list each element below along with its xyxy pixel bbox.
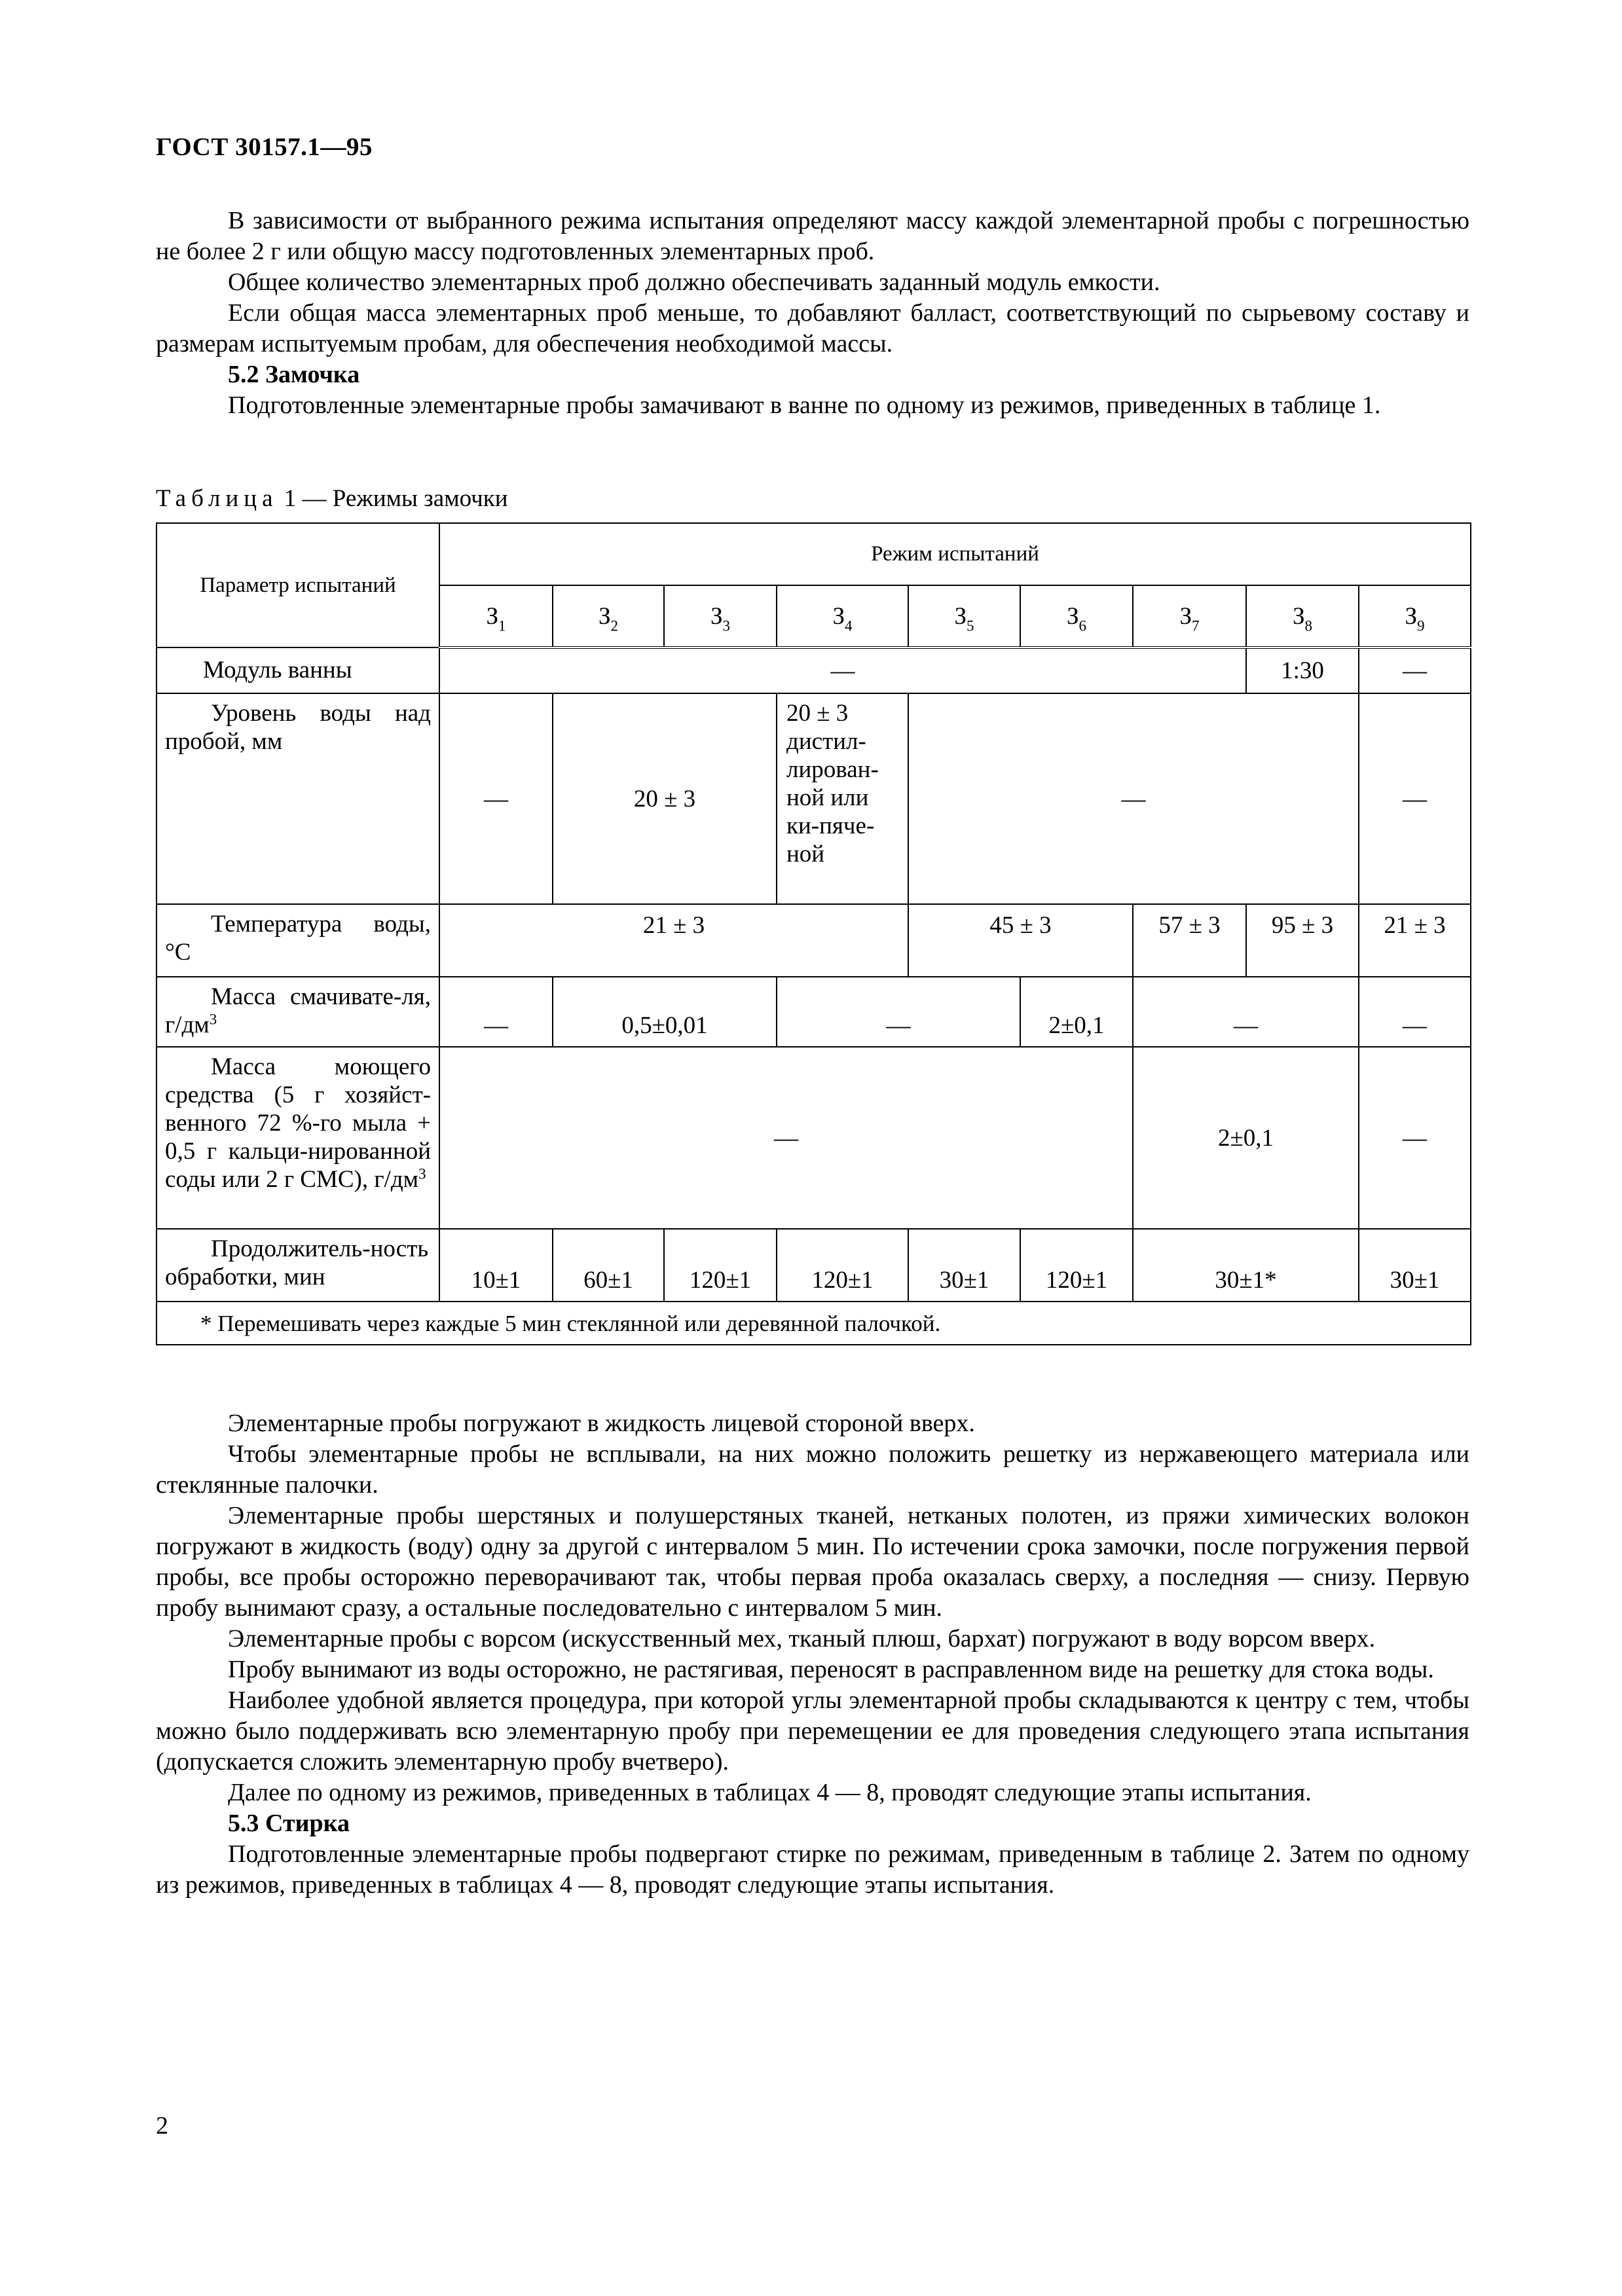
row-label: Масса смачивате-ля, $г/дм^3$ <box>157 977 439 1047</box>
standard-header: ГОСТ 30157.1—95 <box>156 133 373 161</box>
table-row-water-level <box>157 693 1471 904</box>
row-label: Уровень воды над пробой, мм <box>157 693 439 904</box>
table-cell: — <box>439 977 553 1047</box>
table-cell: 20 ± 3 <box>553 693 777 904</box>
table-cell: 120±1 <box>777 1229 908 1302</box>
table-cell: 2±0,1 <box>1020 977 1133 1047</box>
table-cell: 21 ± 3 <box>439 904 908 977</box>
table-cell: 60±1 <box>553 1229 664 1302</box>
mode-header-cell: $З_2$ <box>553 585 664 647</box>
row-label: Температура воды, °С <box>157 904 439 977</box>
mode-header-cell: $З_6$ <box>1020 585 1133 647</box>
paragraph: Чтобы элементарные пробы не всплывали, на них можно положить решетку из нержавеющего материала или стеклянные палочки. <box>156 1440 1469 1499</box>
table-cell: 10±1 <box>439 1229 553 1302</box>
mode-header-cell: $З_7$ <box>1133 585 1246 647</box>
paragraph: Наиболее удобной является процедура, при которой углы элементарной пробы складываются к центру с тем, чтобы можно было поддерживать всю элементарную пробу при перемещении ее для проведения следующего этапа испытания (допускается сложить элементарную пробу вчетверо). <box>156 1686 1469 1776</box>
soaking-modes-table <box>156 522 1471 1345</box>
table-row-duration <box>157 1229 1471 1302</box>
paragraph: Элементарные пробы погружают в жидкость лицевой стороной вверх. <box>228 1410 975 1437</box>
page-number: 2 <box>156 2112 168 2140</box>
table-footnote-row <box>157 1302 1471 1345</box>
table-header-row <box>157 523 1471 585</box>
table-caption-title: 1 — Режимы замочки <box>284 485 508 512</box>
paragraph: В зависимости от выбранного режима испытания определяют массу каждой элементарной пробы с погрешностью не более 2 г или общую массу подготовленных элементарных проб. <box>156 207 1469 265</box>
mode-header-cell: $З_5$ <box>908 585 1020 647</box>
table-cell: 30±1 <box>1359 1229 1471 1302</box>
row-label: Модуль ванны <box>157 647 439 693</box>
table-cell: 2±0,1 <box>1133 1047 1359 1229</box>
table-cell: 21 ± 3 <box>1359 904 1471 977</box>
table-cell: 95 ± 3 <box>1246 904 1359 977</box>
table-cell: 30±1 <box>908 1229 1020 1302</box>
table-footnote: * Перемешивать через каждые 5 мин стеклянной или деревянной палочкой. <box>157 1302 1471 1345</box>
paragraph: Элементарные пробы с ворсом (искусственный мех, тканый плюш, бархат) погружают в воду ворсом вверх. <box>228 1625 1376 1652</box>
table-cell: — <box>439 693 553 904</box>
section-heading-5-2: 5.2 Замочка <box>228 361 360 388</box>
paragraph: Подготовленные элементарные пробы замачивают в ванне по одному из режимов, приведенных в таблице 1. <box>228 392 1381 419</box>
table-caption <box>156 484 508 513</box>
table-cell: 120±1 <box>1020 1229 1133 1302</box>
paragraph: Далее по одному из режимов, приведенных в таблицах 4 — 8, проводят следующие этапы испытания. <box>228 1779 1312 1806</box>
table-cell: 120±1 <box>664 1229 777 1302</box>
paragraph: Общее количество элементарных проб должно обеспечивать заданный модуль емкости. <box>228 268 1160 296</box>
paragraph: Если общая масса элементарных проб меньше, то добавляют балласт, соответствующий по сырьевому составу и размерам испытуемым пробам, для обеспечения необходимой массы. <box>156 299 1469 357</box>
table-cell: — <box>1359 693 1471 904</box>
row-label: Продолжитель-ность обработки, мин <box>157 1229 439 1302</box>
table-cell: — <box>1359 647 1471 693</box>
body-text <box>156 1408 1469 1901</box>
mode-group-header: Режим испытаний <box>439 523 1471 585</box>
mode-header-cell: $З_1$ <box>439 585 553 647</box>
table-cell: 45 ± 3 <box>908 904 1133 977</box>
section-heading-5-3: 5.3 Стирка <box>228 1810 350 1837</box>
table-row-bath-modulus <box>157 647 1471 693</box>
table-cell: — <box>777 977 1020 1047</box>
table-cell: — <box>1359 977 1471 1047</box>
table-cell: — <box>439 647 1246 693</box>
table-cell: 30±1* <box>1133 1229 1359 1302</box>
paragraph: Подготовленные элементарные пробы подвергают стирке по режимам, приведенным в таблице 2. Затем по одному из режимов, приведенных в таблицах 4 — 8, проводят следующие этапы испытания. <box>156 1840 1469 1899</box>
table-cell: 0,5±0,01 <box>553 977 777 1047</box>
paragraph: Пробу вынимают из воды осторожно, не растягивая, переносят в расправленном виде на решетку для стока воды. <box>228 1656 1434 1683</box>
param-column-header: Параметр испытаний <box>157 523 439 647</box>
table-cell: — <box>1133 977 1359 1047</box>
table-cell: — <box>1359 1047 1471 1229</box>
table-row-water-temperature <box>157 904 1471 977</box>
table-cell: — <box>908 693 1359 904</box>
row-label: Масса моющего средства (5 г хозяйст-венного 72 %-го мыла + 0,5 г кальци-нированной соды или 2 г СМС), $г/дм^3$ <box>157 1047 439 1229</box>
table-caption-word: Таблица <box>156 485 278 512</box>
mode-header-cell: $З_9$ <box>1359 585 1471 647</box>
table-cell: — <box>439 1047 1133 1229</box>
table-row-detergent <box>157 1047 1471 1229</box>
table-cell: 57 ± 3 <box>1133 904 1246 977</box>
mode-header-cell: $З_4$ <box>777 585 908 647</box>
mode-header-cell: $З_8$ <box>1246 585 1359 647</box>
table-cell: 1:30 <box>1246 647 1359 693</box>
paragraph: Элементарные пробы шерстяных и полушерстяных тканей, нетканых полотен, из пряжи химических волокон погружают в жидкость (воду) одну за другой с интервалом 5 мин. По истечении срока замочки, после погружения первой пробы, все пробы осторожно переворачивают так, чтобы первая проба оказалась сверху, а последняя — снизу. Первую пробу вынимают сразу, а остальные последовательно с интервалом 5 мин. <box>156 1502 1469 1622</box>
mode-header-cell: $З_3$ <box>664 585 777 647</box>
table-cell: 20 ± 3 дистил-лирован-ной или ки-пяче-ной <box>777 693 908 904</box>
intro-text <box>156 206 1469 421</box>
table-row-wetting-agent <box>157 977 1471 1047</box>
